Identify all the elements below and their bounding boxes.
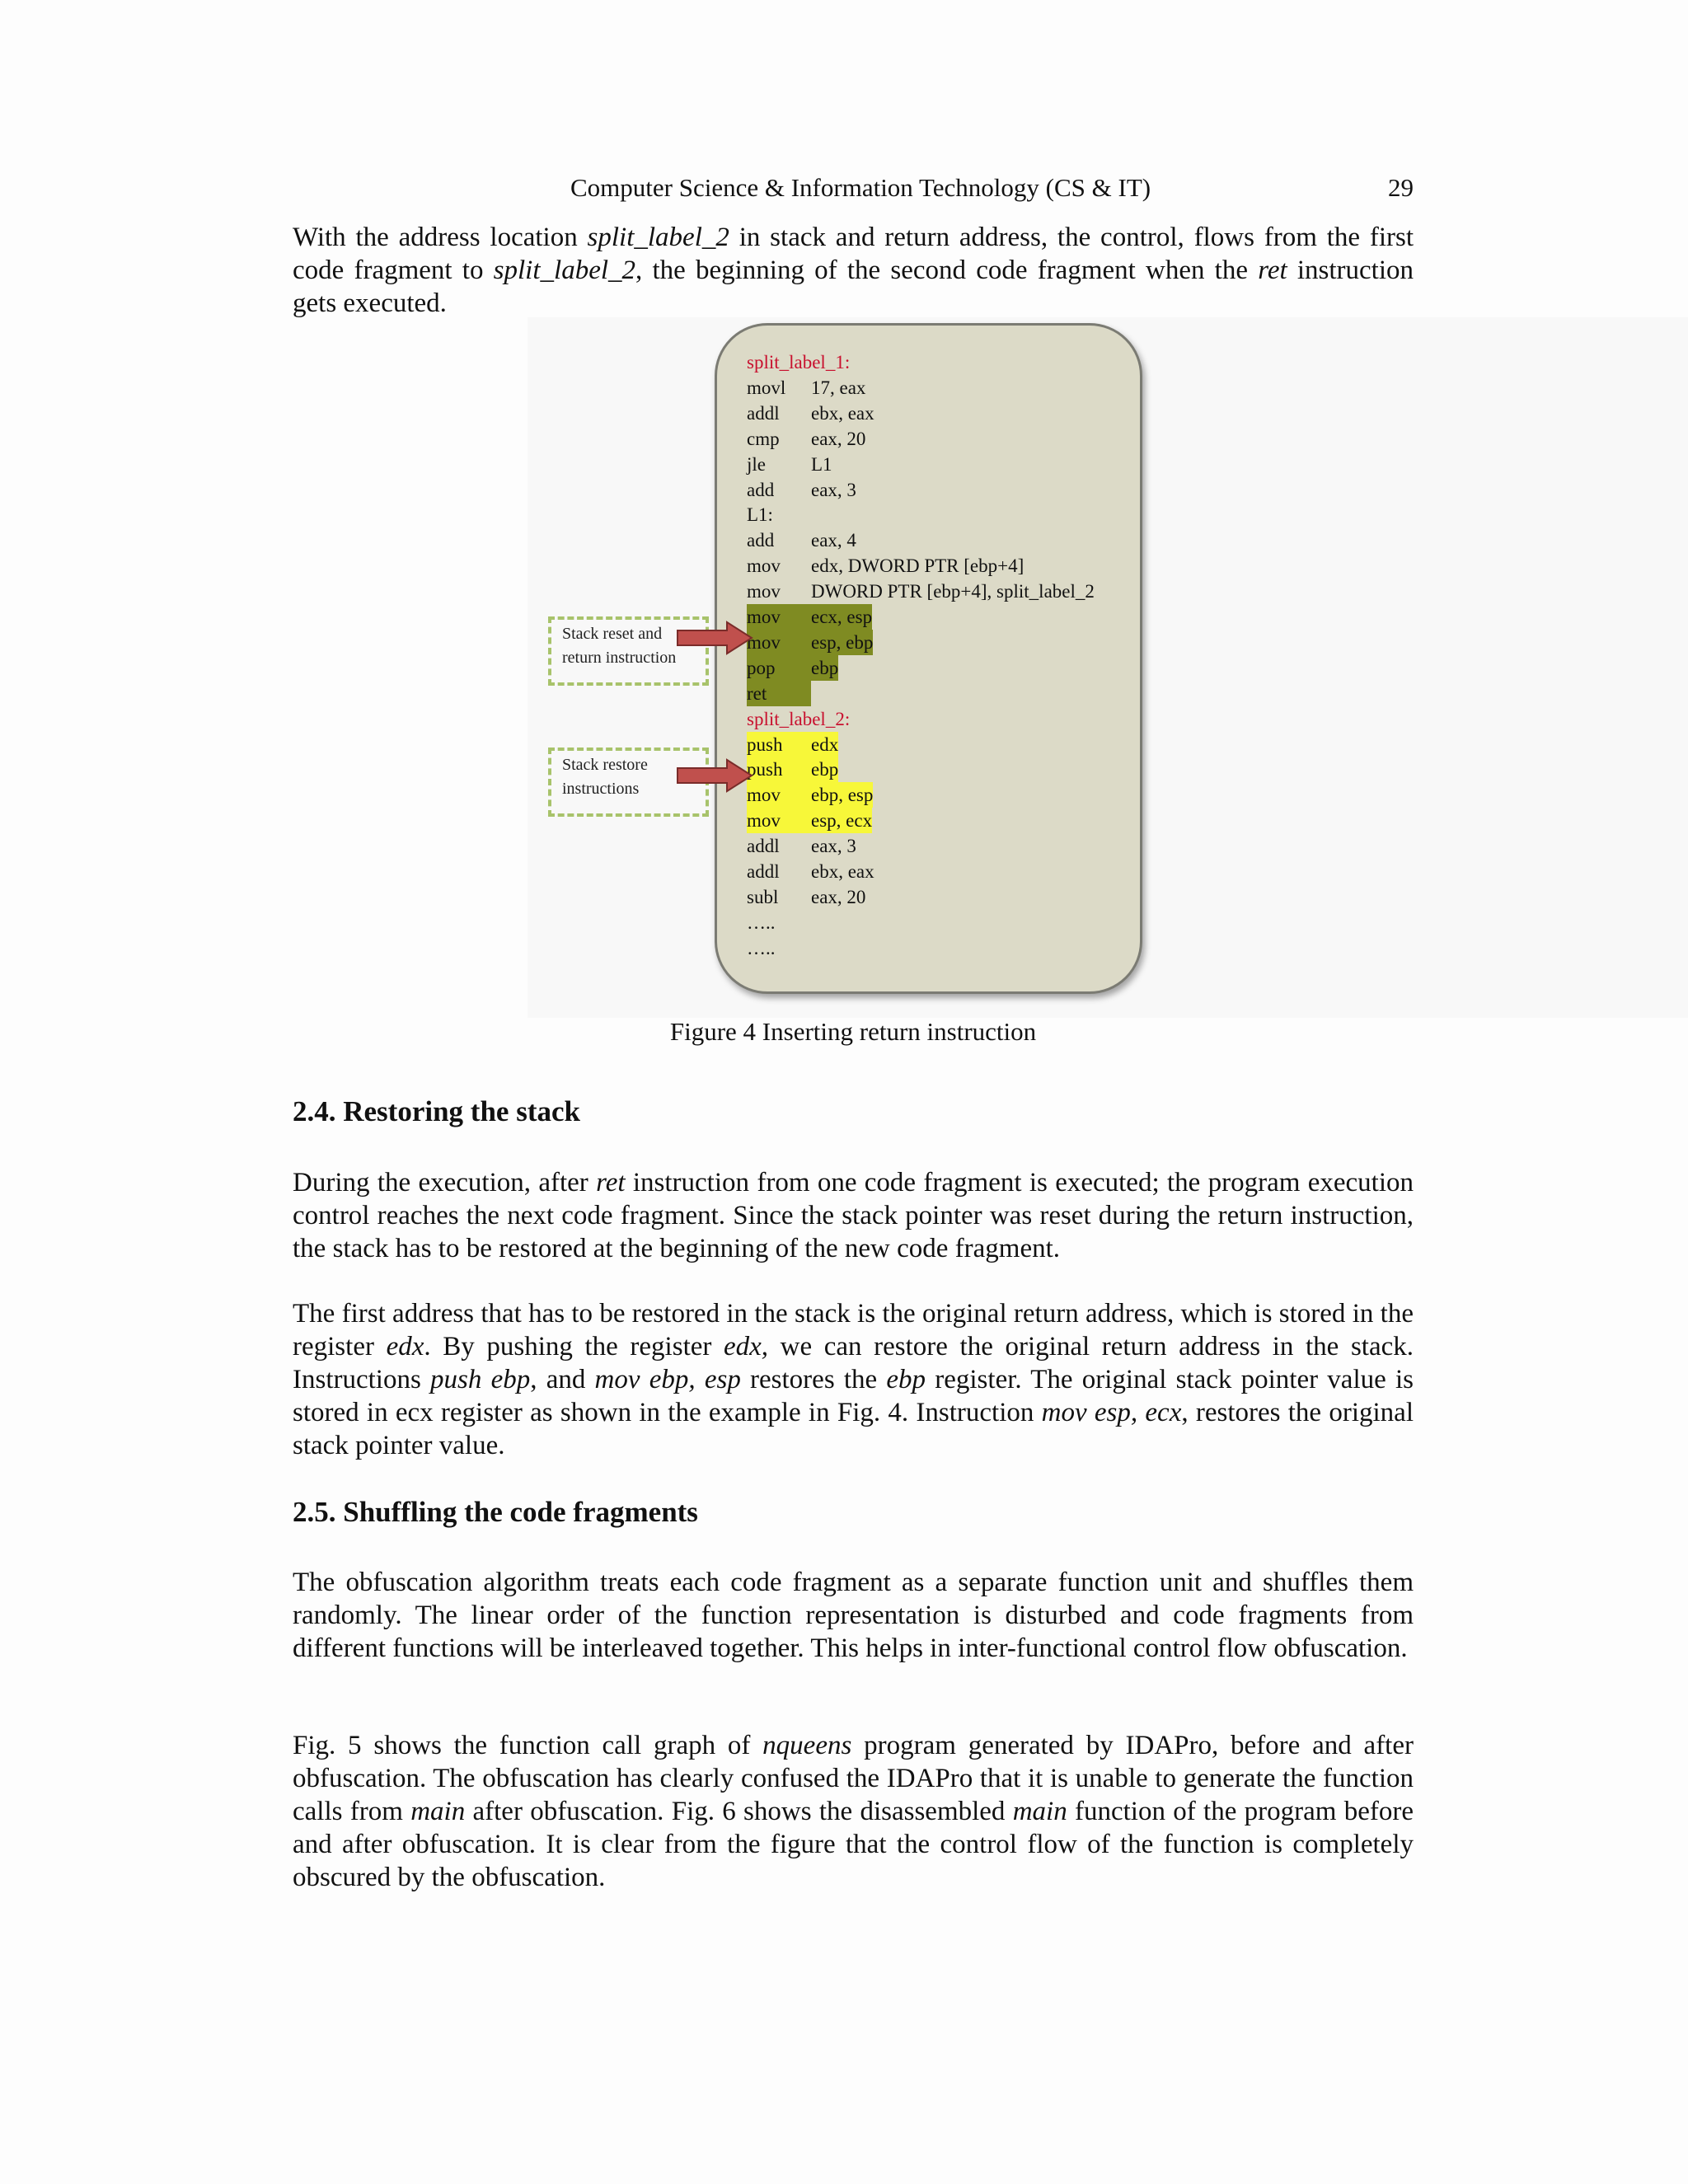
section-heading-2-4: 2.4. Restoring the stack bbox=[293, 1095, 580, 1127]
code-operands: eax, 4 bbox=[811, 530, 856, 551]
section-2-4-paragraph-2 bbox=[293, 1297, 1414, 1462]
code-opcode: add bbox=[747, 530, 775, 551]
text-run: mov ebp, esp bbox=[594, 1365, 741, 1394]
section-2-5-paragraph-2 bbox=[293, 1729, 1414, 1894]
text-run: , the beginning of the second code fragment when the bbox=[635, 255, 1259, 285]
text-run: . By pushing the register bbox=[424, 1332, 724, 1361]
code-opcode: L1: bbox=[747, 504, 773, 526]
code-operands: DWORD PTR [ebp+4], split_label_2 bbox=[811, 581, 1095, 602]
code-operands: esp, ebp bbox=[811, 630, 873, 655]
code-operands: ebp, esp bbox=[811, 782, 873, 808]
callout-line: return instruction bbox=[562, 649, 677, 667]
code-opcode: subl bbox=[747, 886, 779, 907]
code-opcode: movl bbox=[747, 377, 786, 398]
section-heading-2-5: 2.5. Shuffling the code fragments bbox=[293, 1496, 698, 1528]
code-opcode: mov bbox=[747, 604, 811, 630]
callout-stack-restore-text bbox=[562, 753, 648, 801]
text-run: ebp bbox=[886, 1365, 926, 1394]
code-operands: eax, 20 bbox=[811, 886, 866, 907]
code-opcode: pop bbox=[747, 655, 811, 681]
text-run: function of the program before and after obfuscation. It is clear from the figure that the control flow of the function is completely obscured by the obfuscation. bbox=[293, 1797, 1414, 1892]
text-run: The first address that has to be restored in the stack is the original return address, which is stored in the register bbox=[293, 1299, 1414, 1361]
code-opcode: addl bbox=[747, 402, 780, 424]
arrow-right-icon bbox=[676, 757, 755, 794]
figure-caption: Figure 4 Inserting return instruction bbox=[669, 1017, 1037, 1046]
code-opcode: push bbox=[747, 732, 811, 757]
code-operands: ebx, eax bbox=[811, 861, 874, 882]
text-run: main bbox=[410, 1797, 466, 1826]
text-run: edx bbox=[386, 1332, 424, 1361]
code-opcode: push bbox=[747, 757, 811, 782]
code-opcode: ret bbox=[747, 681, 811, 706]
intro-paragraph bbox=[293, 221, 1414, 320]
section-2-5-paragraph-1: The obfuscation algorithm treats each code fragment as a separate function unit and shuffles them randomly. The linear order of the function representation is disturbed and code fragments from different functions will be interleaved together. This helps in inter-functional control flow obfuscation. bbox=[293, 1568, 1414, 1663]
code-operands: ebp bbox=[811, 655, 838, 681]
code-opcode: ….. bbox=[747, 937, 776, 958]
code-opcode: add bbox=[747, 479, 775, 500]
text-run: , and bbox=[530, 1365, 595, 1394]
text-run: nqueens bbox=[762, 1731, 852, 1760]
page-header bbox=[293, 173, 1414, 209]
code-operands: L1 bbox=[811, 453, 832, 475]
callout-stack-reset-text bbox=[562, 622, 676, 670]
text-run: instruction from one code fragment is executed; the program execution control reaches the next code fragment. Since the stack pointer was reset during the return instruction, the stack has to be restored at the beginning of the new code fragment. bbox=[293, 1168, 1414, 1263]
callout-line: Stack restore bbox=[562, 756, 648, 774]
text-run: restores the bbox=[740, 1365, 887, 1394]
text-run: push ebp bbox=[430, 1365, 531, 1394]
code-operands: ebp bbox=[811, 757, 838, 782]
section-2-4-paragraph-1 bbox=[293, 1166, 1414, 1265]
text-run: instruction gets executed. bbox=[293, 255, 1414, 318]
text-run: Fig. 5 shows the function call graph of bbox=[293, 1731, 763, 1760]
code-opcode: mov bbox=[747, 808, 811, 833]
text-run: With the address location bbox=[293, 223, 588, 252]
code-opcode: addl bbox=[747, 836, 780, 857]
text-run: after obfuscation. Fig. 6 shows the disassembled bbox=[465, 1797, 1013, 1826]
text-run: in stack and return address, the control, flows from the first code fragment to bbox=[293, 223, 1414, 285]
text-run: , restores the original stack pointer value. bbox=[293, 1398, 1414, 1460]
code-operands: 17, eax bbox=[811, 377, 866, 398]
code-operands: edx, DWORD PTR [ebp+4] bbox=[811, 555, 1025, 577]
text-run: During the execution, after bbox=[293, 1168, 597, 1197]
code-operands: eax, 3 bbox=[811, 479, 856, 500]
code-operands: esp, ecx bbox=[811, 808, 872, 833]
code-opcode: split_label_2: bbox=[747, 708, 851, 729]
text-run: split_label_2 bbox=[587, 223, 729, 252]
text-run: we can restore the original return address in the stack. Instructions bbox=[293, 1332, 1414, 1394]
callout-line: Stack reset and bbox=[562, 625, 663, 643]
text-run: edx, bbox=[724, 1332, 769, 1361]
code-opcode: split_label_1: bbox=[747, 352, 851, 373]
callout-line: instructions bbox=[562, 780, 640, 798]
text-run: split_label_2 bbox=[493, 255, 636, 285]
code-opcode: mov bbox=[747, 630, 811, 655]
code-opcode: cmp bbox=[747, 428, 780, 449]
text-run: mov esp, ecx bbox=[1041, 1398, 1182, 1427]
code-operands: ecx, esp bbox=[811, 604, 872, 630]
text-run: ret bbox=[596, 1168, 626, 1197]
code-operands: eax, 20 bbox=[811, 428, 866, 449]
text-run: register. The original stack pointer value is stored in ecx register as shown in the example in Fig. 4. Instruction bbox=[293, 1365, 1414, 1427]
text-run: ret bbox=[1258, 255, 1287, 285]
running-title: Computer Science & Information Technology (CS & IT) bbox=[570, 173, 1151, 202]
code-opcode: jle bbox=[747, 453, 766, 475]
code-opcode: ….. bbox=[747, 912, 776, 933]
code-operands: ebx, eax bbox=[811, 402, 874, 424]
text-run: main bbox=[1012, 1797, 1067, 1826]
code-opcode: mov bbox=[747, 581, 781, 602]
code-opcode: mov bbox=[747, 782, 811, 808]
code-opcode: addl bbox=[747, 861, 780, 882]
arrow-right-icon bbox=[676, 620, 755, 656]
code-opcode: mov bbox=[747, 555, 781, 577]
page-number: 29 bbox=[1388, 173, 1414, 202]
text-run: program generated by IDAPro, before and after obfuscation. The obfuscation has clearly confused the IDAPro that it is unable to generate the function calls from bbox=[293, 1731, 1414, 1826]
code-operands: edx bbox=[811, 732, 838, 757]
code-operands: eax, 3 bbox=[811, 836, 856, 857]
